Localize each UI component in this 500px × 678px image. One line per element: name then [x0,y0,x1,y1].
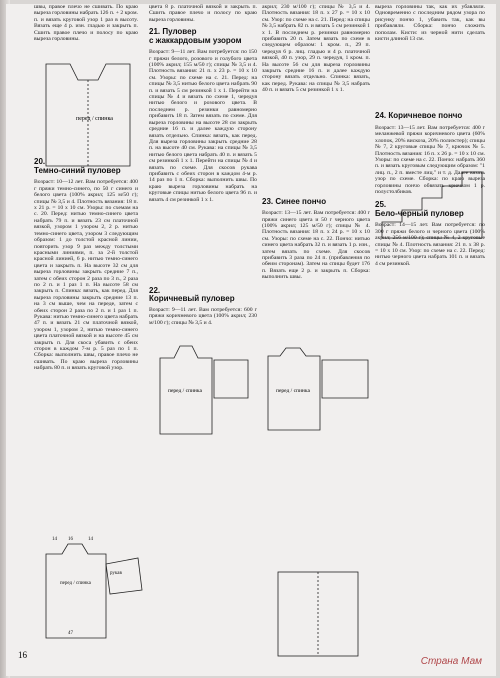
column-2 [149,4,257,326]
diag3-label-front: перед / спинка [168,388,202,394]
diag2-dim-c: 14 [88,537,93,542]
col3-intro-text: акрил; 230 м/100 г); спицы № 3,5 и 4. Плотность вязания: 18 п. х 27 р. = 10 х 10 см. Узор: по схеме на с. 21. Перед: на спицы № 3,5 набрать 82 п. и вязать 5 см резинкой 1 х 1. В последнем р. резинки равномерно прибавить 20 п. Затем вязать по схеме в следующем образом: 1 кром. п., 29 п. чередуя 6 р. лиц. гладью и 4 р. платочной вязкой, 40 п. узор, 29 п. чередуя, 1 кром. п. На высоте 56 см для выреза горловины закрыть средние 16 п. и далее каждую сторону вязать отдельно. Спинка: вязать, как перед. Рукава: на спицы № 3,5 набрать 40 п. и вязать 5 см резинкой 1 х 1. [262,4,370,94]
s21-body: Возраст: 9—11 лет. Вам потребуется: по 150 г пряжи белого, розового и голубого цвета (100% акрил; 155 м/50 г); спицы № 3,5 и 4. Плотность вязания: 21 п. х 23 р. = 10 х 10 см. Узоры: по схеме на с. 21. Перед: на спицы № 3,5 нитью белого цвета набрать 90 п. и вязать 5 см резинкой 1 х 1. Перейти на спицы № 4 и вязать по схеме 1, чередуя нитью белого и розового цвета. В последнем р. резинки равномерно прибавить 18 п. Затем вязать по схеме. Для выреза горловины на высоте 28 см закрыть средние 16 п. и далее каждую сторону вязать отдельно. Спинка: вязать, как перед. Для выреза горловины закрыть средние 28 п. на высоте 40 см. Рукава: на спицы № 3,5 нитью белого цвета набрать 40 п. и вязать 5 см резинкой 1 х 1. Перейти на спицы № 4 и вязать по схеме. Для скосов рукава прибавить с обеих сторон в каждом 4-м р. 14 раз по 1 п. Сборка: выполнить швы. По краю выреза горловины набрать на круговые спицы нитью белого цвета 96 п. и вязать 4 см резинкой 1 х 1. [149,49,257,203]
page-number: 16 [18,650,27,660]
watermark-logo: Страна Мам [420,656,482,667]
diag4-label-front: перед / спинка [276,388,310,394]
column-3 [262,4,370,281]
s24-body: Возраст: 13—15 лет. Вам потребуется: 400 г меланжевой пряжи коричневого цвета (60% хлопок, 20% вискоза, 20% полиэстер); спицы № 7, 2 круговые спицы № 7, крючок № 5. Плотность вязания: 16 п. х 26 р. = 10 х 10 см. Узоры: по схеме на с. 22. Пончо: набрать 360 п. и вязать круговым следующим образом: "1 лиц. п., 2 п. вместе лиц." и т. д. Далее вязать узор по схеме. Сборка: по краю выреза горловины пончо обвязать крючком 1 р. полустолбиков. [375,124,485,195]
diag2-label-front: перед / спинка [60,581,91,586]
pattern-diagram-staircase-24 [378,162,486,242]
pattern-diagram-mid-right [264,346,372,436]
pattern-diagram-top-left [36,56,140,174]
section-21-title: 21. Пуловер с жаккардовым узором [149,27,242,45]
magazine-page [6,4,496,676]
pattern-diagram-mid-center [154,338,254,448]
section-25-title: 25. Бело-черный пуловер [375,200,464,218]
section-20-title: 20. Темно-синий пуловер [34,157,121,175]
diag1-label-front: перед / спинка [76,116,113,122]
diag2-dim-a: 14 [52,537,57,542]
col2-intro-text: цвета 8 р. платочной вязкой и закрыть п. Сшить правое плечо и полосу по краю выреза горловины. [149,4,257,23]
s22-body: Возраст: 9—11 лет. Вам потребуется: 600 г пряжи коричневого цвета (100% акрил; 230 м/100 г); спицы № 3,5 и 4. [149,306,257,326]
col4-intro-text: выреза горловины так, как их убавляли. Одновременно с последним рядом узора по рисунку пончо 1, убавить так, как вы прибавляли. Сборка: пончо сложить пополам. Кисти: из черной нити сделать кисти длиной 13 см. [375,4,485,43]
s23-body: Возраст: 13—15 лет. Вам потребуется: 400 г пряжи синего цвета и 50 г черного цвета (100% акрил; 125 м/50 г); спицы № 4. Плотность вязания: 18 п. х 24 р. = 10 х 10 см. Узоры: по схеме на с. 22. Пончо: нитью синего цвета набрать 32 п. и вязать 1 р. изн., затем вязать по схеме. Для скосов прибавить 3 раза по 24 п. (прибавления по обеим сторонам). Затем на спицы будет 176 п. Вязать еще 2 р. и закрыть п. Сборка: выполнить швы. [262,210,370,281]
s25-body: Возраст: 14—15 лет. Вам потребуется: по 300 г пряжи белого и черного цвета (100% акрил; 256 м/100 г); спицы № 4, 2 круговые спицы № 4. Плотность вязания: 21 п. х 38 р. = 10 х 10 см. Узор: по схеме на с. 22. Перед: нитью черного цвета набрать 101 п. и вязать 4 см резинкой. [375,222,485,267]
diag2-label-sleeve: рукав [110,571,122,576]
section-23-title: 23. Синее пончо [262,196,327,206]
col1-intro-text: швы, правое плечо не сшивать. По краю выреза горловины набрать 126 п. + 2 кром. п. и вязать круговой узор 1 раз в высоту. Вязать еще 4 р. изн. гладью и закрыть п. Сшить правое плечо и полосу по краю выреза горловины. [34,4,138,43]
pattern-diagram-poncho-23 [268,564,370,664]
section-24-title: 24. Коричневое пончо [375,111,463,121]
diag2-dim-b: 16 [68,537,73,542]
pattern-diagram-bottom-left [38,534,148,644]
section-22-title: 22. Коричневый пуловер [149,285,235,304]
diag2-dim-d: 47 [68,631,73,636]
s20-body: Возраст: 10—12 лет. Вам потребуется: 400 г пряжи темно-синего, по 50 г синего и белого цвета (100% акрил; 125 м/50 г); спицы № 3,5 и 4. Плотность вязания: 18 п. х 21 р. = 10 х 10 см. Узоры: по схемам на с. 20. Перед: нитью темно-синего цвета набрать 79 п. и вязать 23 см платочной вязкой, узором 1 узором 2, 2 р. нитью темно-синего цвета, узором 3 следующим образом: 1 до толстой красной линии, повторить узор 9 раз между толстыми красными линиями, п. за 2-й толстой красной линией, 6 р. нитью темно-синего цвета и закрыть п. На высоте 32 см для выреза горловины закрыть средние 7 п., затем с обеих сторон 2 раза по 3 п., 2 раза по 2 п. и 1 раз 1 п. На высоте 58 см закрыть п. Спинка: вязать, как перед. Для выреза горловины закрыть средние 13 п. на 3 см выше, чем на переде, затем с обеих сторон 2 раза по 2 п. и 1 раз 1 п. Рукава: нитью темно-синего цвета набрать 47 п. и вязать 21 см платочной вязкой, узором 1, узором 2, нитью темно-синего цвета платочной вязкой и на высоте 45 см закрыть п. Для скоса убавить с обеих сторон в каждом 7-м р. 5 раз по 1 п. Сборка: выполнить швы, правое плечо не сшивать. По краю выреза горловины набрать 80 п. и вязать круговой узор. [34,179,138,372]
